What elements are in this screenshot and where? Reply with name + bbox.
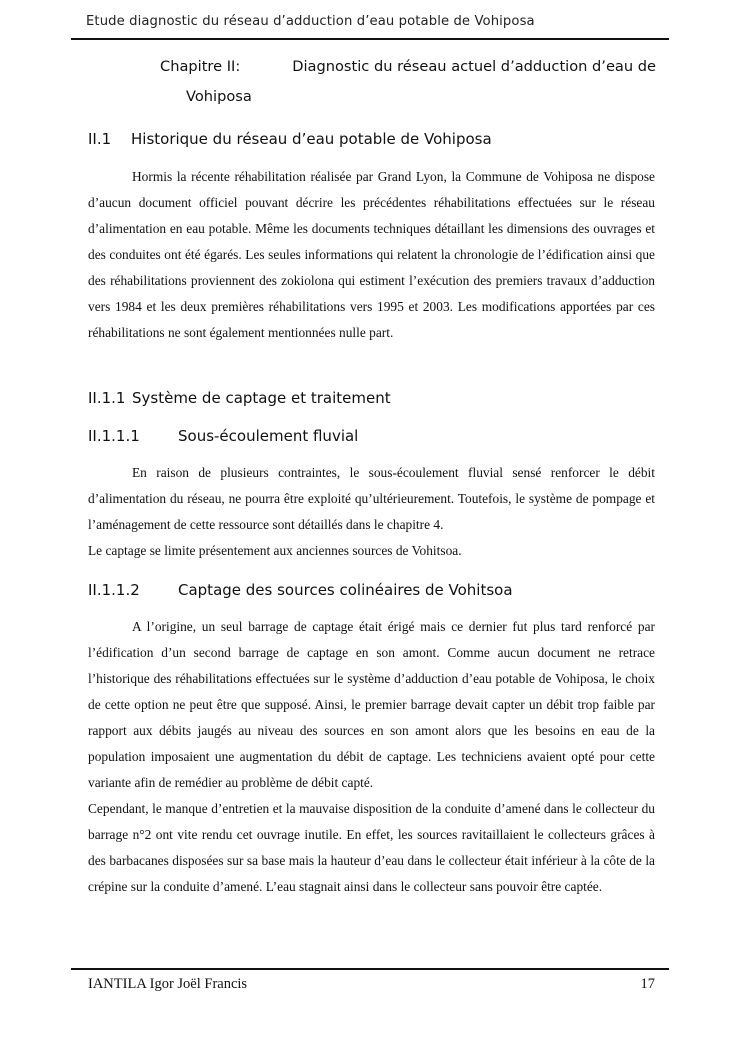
section-heading-ii-1 [88, 130, 492, 148]
footer-rule [71, 968, 669, 970]
paragraph-historique: Hormis la récente réhabilitation réalisée par Grand Lyon, la Commune de Vohiposa ne dispose d’aucun document officiel pouvant décrire les précédentes réhabilitations effectuées sur le réseau d’alimentation en eau potable. Même les documents techniques détaillant les dimensions des ouvrages et des conduites ont été égarés. Les seules informations qui relatent la chronologie de l’édification ainsi que des réhabilitations proviennent des zokiolona qui estiment l’exécution des premiers travaux d’adduction vers 1984 et les deux premières réhabilitations vers 1995 et 2003. Les modifications apportées par ces réhabilitations ne sont également mentionnées nulle part. [88, 169, 655, 340]
section-heading-ii-1-1-2 [88, 581, 513, 599]
chapter-title-line2: Vohiposa [186, 88, 252, 105]
section-number: II.1.1.2 [88, 581, 140, 599]
chapter-title [160, 52, 656, 112]
paragraph-captage-limite: Le captage se limite présentement aux anciennes sources de Vohitsoa. [88, 543, 462, 558]
section-title: Captage des sources colinéaires de Vohitsoa [178, 581, 513, 599]
chapter-label: Chapitre II: [160, 58, 241, 75]
section-number: II.1 [88, 130, 112, 148]
header-rule [71, 38, 669, 40]
chapter-title-line1 [160, 52, 656, 82]
section-title: Sous-écoulement fluvial [178, 427, 359, 445]
section-heading-ii-1-1 [88, 389, 391, 407]
paragraph-cependant: Cependant, le manque d’entretien et la mauvaise disposition de la conduite d’amené dans le collecteur du barrage n°2 ont vite rendu cet ouvrage inutile. En effet, les sources ravitaillaient le collecteurs grâces à des barbacanes disposées sur sa base mais la hauteur d’eau dans le collecteur était inférieur à la côte de la crépine sur la conduite d’amené. L’eau stagnait ainsi dans le collecteur sans pouvoir être captée. [88, 801, 655, 894]
page-number: 17 [640, 976, 655, 992]
running-header: Etude diagnostic du réseau d’adduction d’eau potable de Vohiposa [86, 14, 535, 29]
section-number: II.1.1.1 [88, 427, 140, 445]
footer-author: IANTILA Igor Joël Francis [88, 976, 248, 992]
paragraph-origine: A l’origine, un seul barrage de captage était érigé mais ce dernier fut plus tard renforcé par l’édification d’un second barrage de captage en son amont. Comme aucun document ne retrace l’historique des réhabilitations effectuées sur le système d’adduction d’eau potable de Vohiposa, le choix de cette option ne peut être que supposé. Ainsi, le premier barrage devait capter un débit trop faible par rapport aux débits jaugés au niveau des sources en son amont alors que les besoins en eau de la population imposaient une augmentation du débit de captage. Les techniciens avaient opté pour cette variante afin de remédier au problème de débit capté. [88, 619, 655, 790]
section-title: Système de captage et traitement [132, 389, 391, 407]
section-number: II.1.1 [88, 389, 126, 407]
paragraph-sous-ecoulement: En raison de plusieurs contraintes, le sous-écoulement fluvial sensé renforcer le débit d’alimentation du réseau, ne pourra être exploité qu’ultérieurement. Toutefois, le système de pompage et l’aménagement de cette ressource sont détaillés dans le chapitre 4. [88, 465, 655, 532]
section-heading-ii-1-1-1 [88, 427, 358, 445]
section-title: Historique du réseau d’eau potable de Vohiposa [131, 130, 492, 148]
chapter-title-text: Diagnostic du réseau actuel d’adduction d’eau de [292, 58, 656, 75]
